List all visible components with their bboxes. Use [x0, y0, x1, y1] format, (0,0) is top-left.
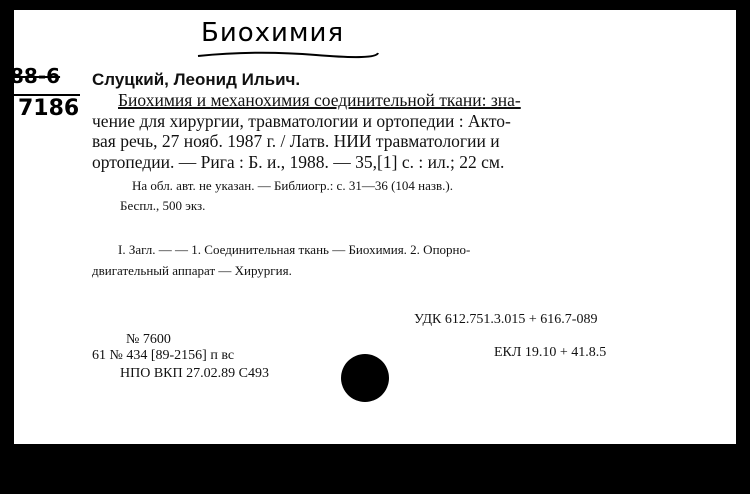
subject-underline: [196, 48, 382, 62]
author-heading: Слуцкий, Леонид Ильич.: [92, 70, 301, 89]
handwritten-subject: Биохимия: [201, 18, 345, 48]
note-line-2: Беспл., 500 экз.: [120, 198, 206, 213]
title-line-4: ортопедии. — Рига : Б. и., 1988. — 35,[1] с. : ил.; 22 см.: [92, 152, 505, 172]
punch-hole: [341, 354, 389, 402]
ekl-code: ЕКЛ 19.10 + 41.8.5: [494, 345, 607, 360]
tracing-line-1: I. Загл. — — 1. Соединительная ткань — Биохимия. 2. Опорно-: [118, 242, 471, 257]
record-number: № 7600: [126, 332, 171, 347]
title-line-3: вая речь, 27 нояб. 1987 г. / Латв. НИИ травматологии и: [92, 131, 500, 151]
order-line: 61 № 434 [89-2156] п вс: [92, 348, 235, 363]
title-line-2: чение для хирургии, травматологии и ортопедии : Акто-: [92, 111, 511, 131]
shelf-mark-divider: [10, 94, 80, 96]
udk-code: УДК 612.751.3.015 + 616.7-089: [414, 312, 598, 327]
note-line-1: На обл. авт. не указан. — Библиогр.: с. 31—36 (104 назв.).: [132, 178, 453, 193]
npo-line: НПО ВКП 27.02.89 С493: [120, 366, 269, 381]
tracing-line-2: двигательный аппарат — Хирургия.: [92, 263, 292, 278]
handwritten-shelf-mark-top: 88-6: [10, 64, 61, 88]
title-line-1: Биохимия и механохимия соединительной ткани: зна-: [118, 90, 521, 110]
handwritten-shelf-mark-bottom: 7186: [18, 96, 80, 121]
